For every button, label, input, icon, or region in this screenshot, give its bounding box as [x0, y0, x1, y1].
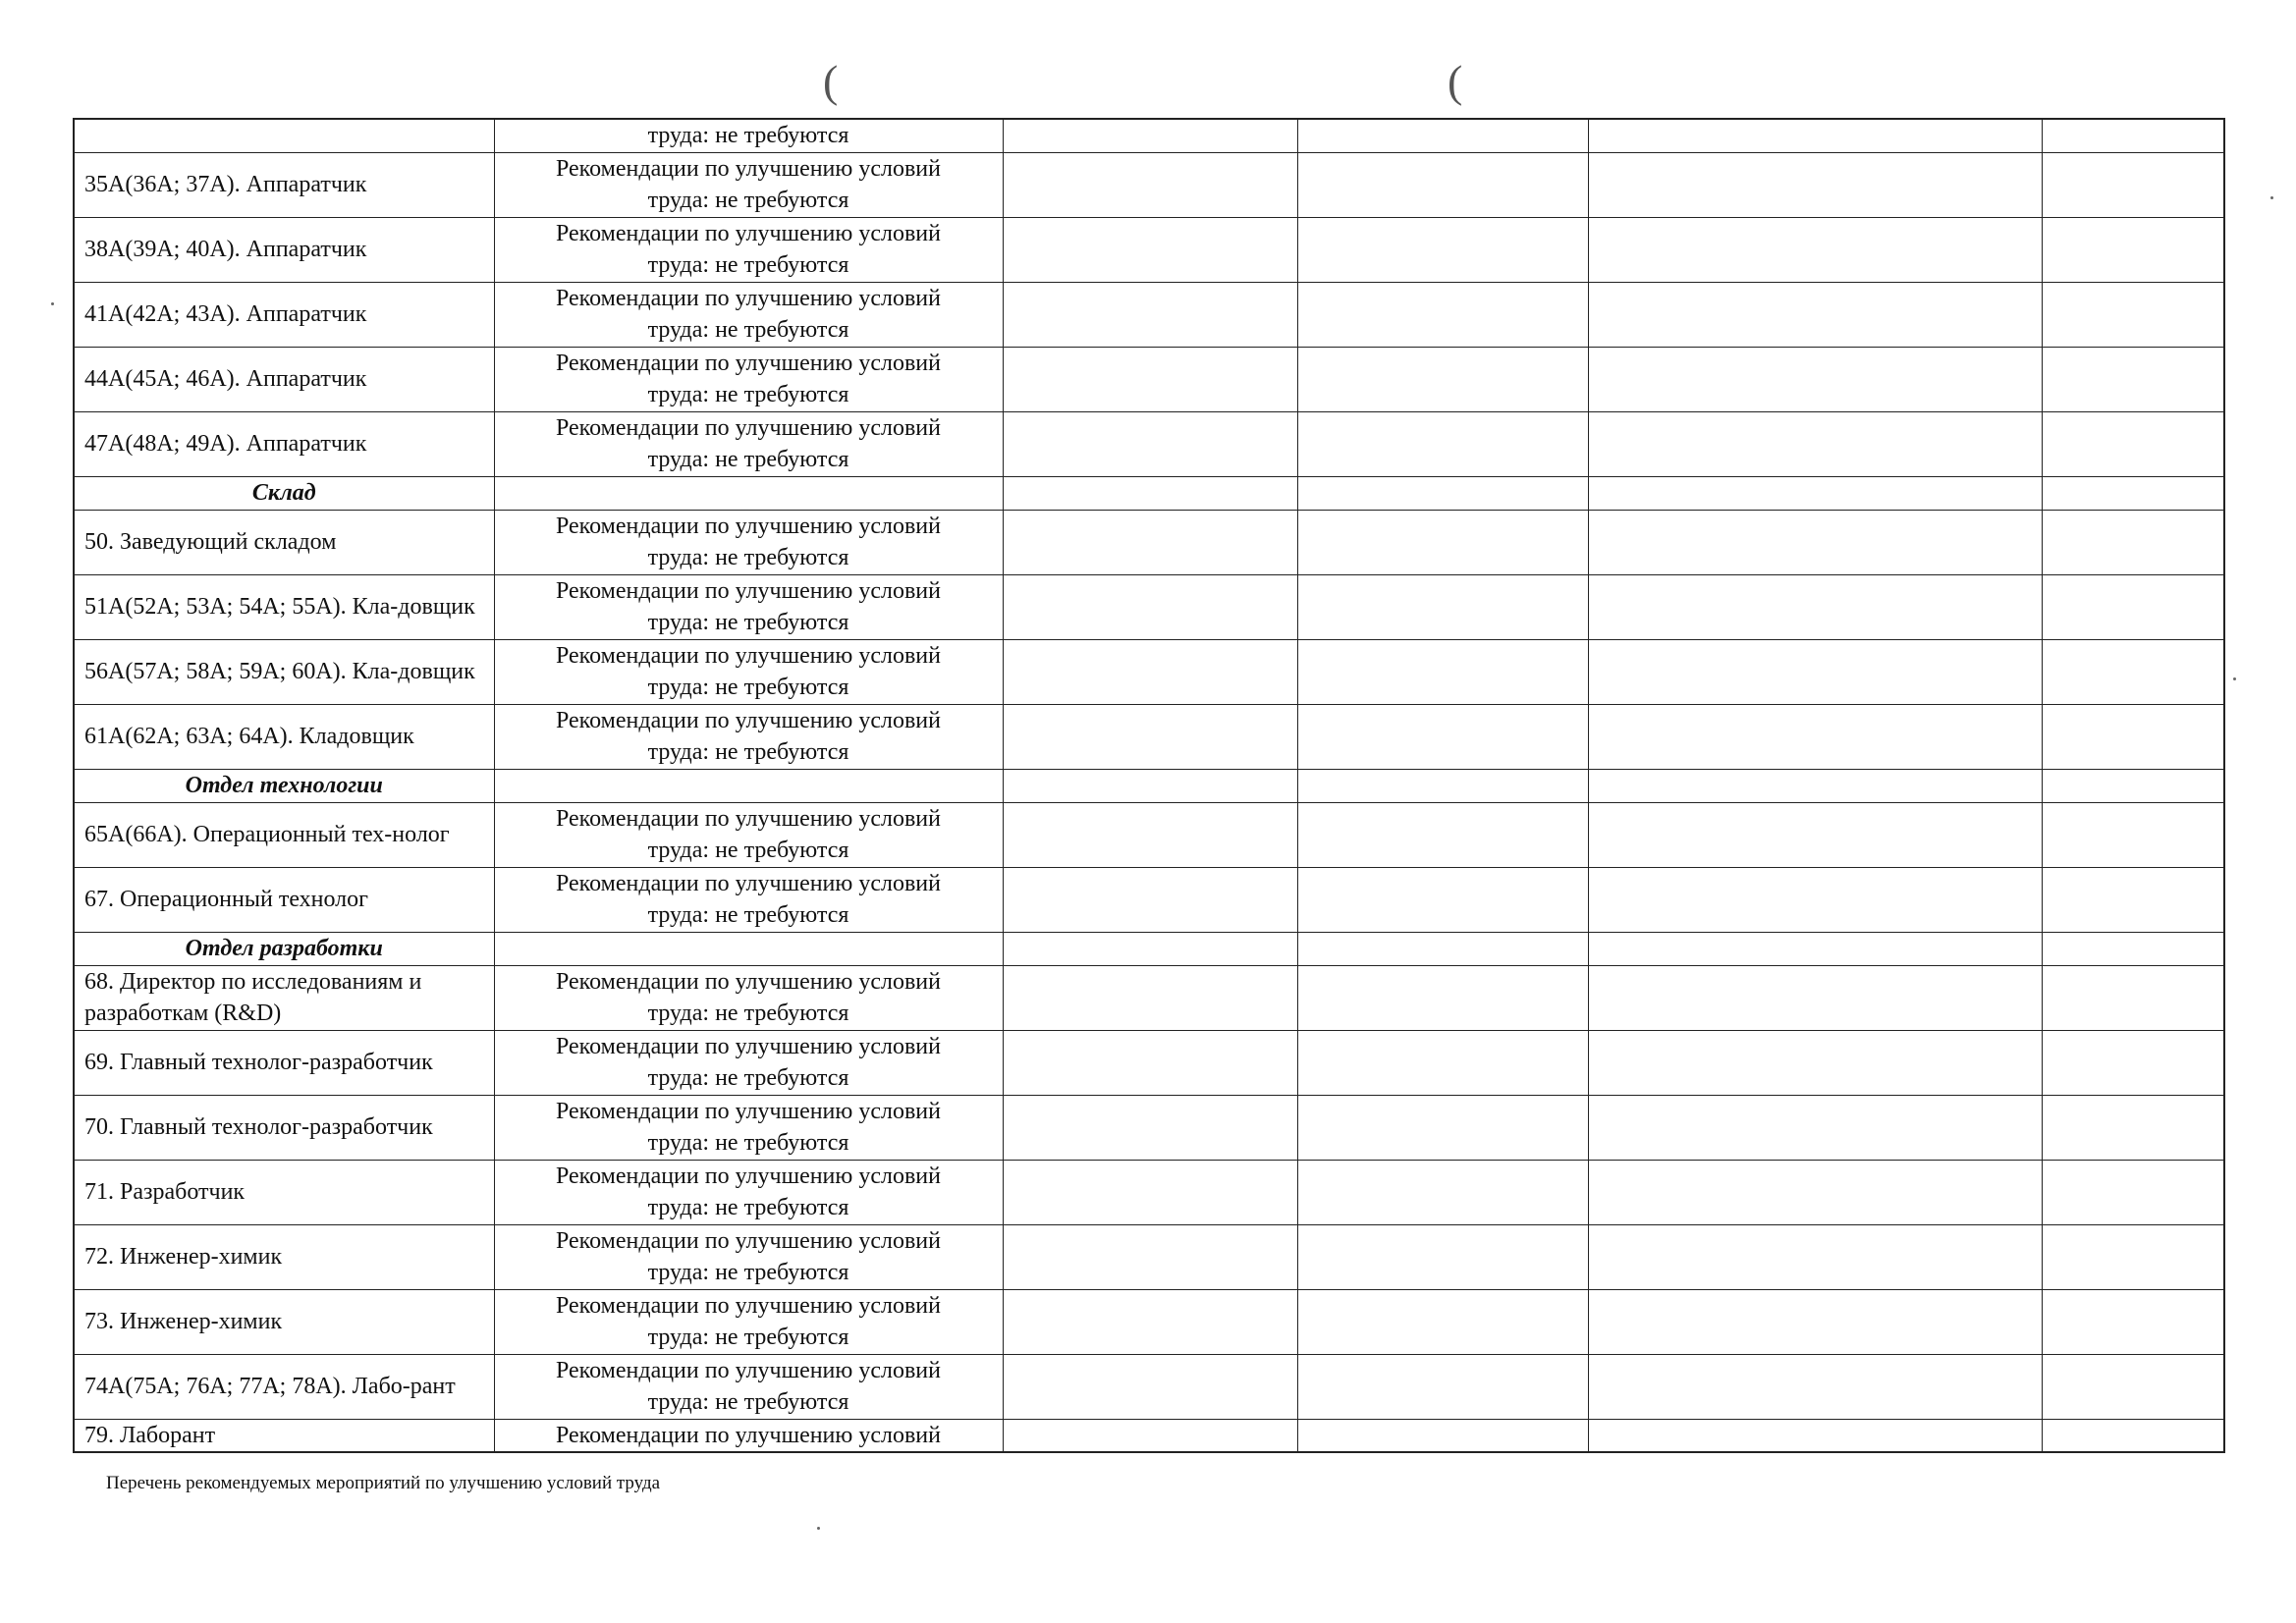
- job-cell: 61А(62А; 63А; 64А). Кладовщик: [74, 704, 494, 769]
- empty-cell: [1003, 1160, 1297, 1224]
- empty-cell: [1588, 802, 2042, 867]
- table-row: [74, 639, 2224, 704]
- rec-line-2: труда: не требуются: [647, 382, 849, 407]
- empty-cell: [1588, 152, 2042, 217]
- recommendation-cell: [494, 1224, 1003, 1289]
- rec-line-2: труда: не требуются: [647, 675, 849, 700]
- recommendation-cell: [494, 1289, 1003, 1354]
- table-row: [74, 965, 2224, 1030]
- rec-line-1: Рекомендации по улучшению условий: [556, 351, 941, 376]
- rec-line-2: труда: не требуются: [647, 1001, 849, 1026]
- rec-line-1: Рекомендации по улучшению условий: [556, 1034, 941, 1059]
- empty-cell: [1003, 965, 1297, 1030]
- rec-line-2: труда: не требуются: [647, 447, 849, 472]
- empty-cell: [2042, 965, 2224, 1030]
- table-body: [74, 119, 2224, 1452]
- empty-cell: [1297, 347, 1588, 411]
- empty-cell: [1003, 347, 1297, 411]
- empty-cell: [1588, 1354, 2042, 1419]
- recommendation-cell: [494, 965, 1003, 1030]
- rec-line-1: Рекомендации по улучшению условий: [556, 643, 941, 669]
- rec-line-1: Рекомендации по улучшению условий: [556, 221, 941, 246]
- empty-cell: [1003, 282, 1297, 347]
- job-cell: 72. Инженер-химик: [74, 1224, 494, 1289]
- empty-cell: [1297, 1289, 1588, 1354]
- recommendation-cell: [494, 1354, 1003, 1419]
- empty-cell: [1003, 119, 1297, 152]
- empty-cell: [1297, 1030, 1588, 1095]
- table-row: [74, 411, 2224, 476]
- scan-speck: [2270, 196, 2273, 199]
- empty-cell: [1588, 1160, 2042, 1224]
- empty-cell: [1297, 152, 1588, 217]
- table-row: [74, 1160, 2224, 1224]
- job-cell: 70. Главный технолог-разработчик: [74, 1095, 494, 1160]
- empty-cell: [1003, 1354, 1297, 1419]
- empty-cell: [2042, 119, 2224, 152]
- empty-cell: [1003, 1095, 1297, 1160]
- scan-speck: [2233, 677, 2236, 680]
- rec-line-1: Рекомендации по улучшению условий: [556, 1099, 941, 1124]
- recommendations-table: [73, 118, 2225, 1453]
- empty-cell: [2042, 932, 2224, 965]
- rec-line-2: труда: не требуются: [647, 610, 849, 635]
- section-title: Отдел разработки: [74, 932, 494, 965]
- empty-cell: [1297, 769, 1588, 802]
- rec-line-2: труда: не требуются: [647, 1195, 849, 1220]
- rec-line-1: Рекомендации по улучшению условий: [556, 286, 941, 311]
- empty-cell: [2042, 639, 2224, 704]
- empty-cell: [1003, 217, 1297, 282]
- rec-line-1: Рекомендации по улучшению условий: [556, 1358, 941, 1383]
- rec-line-1: Рекомендации по улучшению условий: [556, 871, 941, 896]
- table-row: [74, 217, 2224, 282]
- empty-cell: [1003, 476, 1297, 510]
- empty-cell: [494, 476, 1003, 510]
- empty-cell: [1588, 1030, 2042, 1095]
- scan-speck: [51, 302, 54, 305]
- empty-cell: [2042, 476, 2224, 510]
- empty-cell: [2042, 802, 2224, 867]
- empty-cell: [1003, 769, 1297, 802]
- empty-cell: [1297, 282, 1588, 347]
- rec-line-2: труда: не требуются: [647, 252, 849, 278]
- table-row: [74, 347, 2224, 411]
- empty-cell: [2042, 152, 2224, 217]
- section-title: Отдел технологии: [74, 769, 494, 802]
- recommendation-cell: [494, 639, 1003, 704]
- rec-line-2: труда: не требуются: [647, 739, 849, 765]
- job-cell: 79. Лаборант: [74, 1419, 494, 1452]
- table-row: [74, 282, 2224, 347]
- job-cell: 35А(36А; 37А). Аппаратчик: [74, 152, 494, 217]
- empty-cell: [2042, 1419, 2224, 1452]
- empty-cell: [2042, 1030, 2224, 1095]
- empty-cell: [1297, 1419, 1588, 1452]
- table-row: [74, 1224, 2224, 1289]
- empty-cell: [494, 932, 1003, 965]
- table-row: [74, 119, 2224, 152]
- empty-cell: [2042, 704, 2224, 769]
- rec-line-1: Рекомендации по улучшению условий: [556, 969, 941, 995]
- job-cell: 71. Разработчик: [74, 1160, 494, 1224]
- empty-cell: [1588, 282, 2042, 347]
- rec-line-2: труда: не требуются: [647, 1325, 849, 1350]
- recommendation-cell: [494, 217, 1003, 282]
- recommendation-cell: [494, 1095, 1003, 1160]
- rec-line-2: труда: не требуются: [647, 838, 849, 863]
- job-cell: 47А(48А; 49А). Аппаратчик: [74, 411, 494, 476]
- recommendation-cell: [494, 1030, 1003, 1095]
- empty-cell: [1297, 476, 1588, 510]
- rec-line-1: Рекомендации по улучшению условий: [556, 708, 941, 733]
- empty-cell: [1588, 1095, 2042, 1160]
- rec-line-1: Рекомендации по улучшению условий: [556, 156, 941, 182]
- footnote-text: Перечень рекомендуемых мероприятий по улучшению условий труда: [106, 1473, 661, 1493]
- recommendation-cell: [494, 282, 1003, 347]
- job-cell: 38А(39А; 40А). Аппаратчик: [74, 217, 494, 282]
- empty-cell: [2042, 574, 2224, 639]
- table-row: [74, 1095, 2224, 1160]
- rec-line-1: Рекомендации по улучшению условий: [556, 1163, 941, 1189]
- job-cell: 44А(45А; 46А). Аппаратчик: [74, 347, 494, 411]
- empty-cell: [1297, 867, 1588, 932]
- empty-cell: [1588, 932, 2042, 965]
- table-row: [74, 704, 2224, 769]
- empty-cell: [1003, 510, 1297, 574]
- empty-cell: [1588, 574, 2042, 639]
- empty-cell: [1003, 574, 1297, 639]
- empty-cell: [1003, 1289, 1297, 1354]
- rec-line-1: Рекомендации по улучшению условий: [556, 578, 941, 604]
- recommendation-cell: [494, 411, 1003, 476]
- table-row: [74, 574, 2224, 639]
- recommendation-cell: [494, 510, 1003, 574]
- section-row: [74, 476, 2224, 510]
- section-row: [74, 932, 2224, 965]
- recommendation-cell: [494, 347, 1003, 411]
- empty-cell: [1588, 217, 2042, 282]
- table-row: [74, 152, 2224, 217]
- empty-cell: [1003, 152, 1297, 217]
- job-cell: 68. Директор по исследованиям и разработкам (R&D): [74, 965, 494, 1030]
- job-cell: 41А(42А; 43А). Аппаратчик: [74, 282, 494, 347]
- empty-cell: [2042, 282, 2224, 347]
- empty-cell: [1003, 802, 1297, 867]
- rec-line-2: труда: не требуются: [647, 1065, 849, 1091]
- empty-cell: [1588, 411, 2042, 476]
- rec-line-2: труда: не требуются: [647, 902, 849, 928]
- empty-cell: [1003, 411, 1297, 476]
- section-title: Склад: [74, 476, 494, 510]
- header-mark-right: (: [1448, 56, 1463, 106]
- table-row: [74, 802, 2224, 867]
- job-cell: 56А(57А; 58А; 59А; 60А). Кла-довщик: [74, 639, 494, 704]
- empty-cell: [1588, 119, 2042, 152]
- table-row: [74, 867, 2224, 932]
- empty-cell: [494, 769, 1003, 802]
- empty-cell: [1297, 1224, 1588, 1289]
- job-cell: 69. Главный технолог-разработчик: [74, 1030, 494, 1095]
- empty-cell: [1003, 1030, 1297, 1095]
- empty-cell: [1588, 1289, 2042, 1354]
- rec-line-2: труда: не требуются: [647, 1389, 849, 1415]
- empty-cell: [1003, 867, 1297, 932]
- empty-cell: [1297, 119, 1588, 152]
- scan-speck: [817, 1527, 820, 1530]
- empty-cell: [2042, 510, 2224, 574]
- empty-cell: [2042, 1289, 2224, 1354]
- empty-cell: [2042, 347, 2224, 411]
- empty-cell: [1297, 1160, 1588, 1224]
- empty-cell: [1297, 574, 1588, 639]
- table-row: [74, 510, 2224, 574]
- recommendation-cell: [494, 574, 1003, 639]
- empty-cell: [2042, 1095, 2224, 1160]
- empty-cell: [1588, 510, 2042, 574]
- recommendation-cell: [494, 867, 1003, 932]
- recommendation-cell: [494, 1160, 1003, 1224]
- job-cell: 51А(52А; 53А; 54А; 55А). Кла-довщик: [74, 574, 494, 639]
- recommendation-cell: [494, 704, 1003, 769]
- rec-line-1: Рекомендации по улучшению условий: [556, 415, 941, 441]
- empty-cell: [2042, 1160, 2224, 1224]
- empty-cell: [1588, 476, 2042, 510]
- rec-line-2: труда: не требуются: [647, 188, 849, 213]
- rec-line-2: труда: не требуются: [647, 1260, 849, 1285]
- recommendation-cell: [494, 802, 1003, 867]
- table-row: [74, 1030, 2224, 1095]
- rec-line-2: труда: не требуются: [647, 545, 849, 570]
- rec-line-2: труда: не требуются: [647, 317, 849, 343]
- empty-cell: [1003, 932, 1297, 965]
- empty-cell: [1588, 347, 2042, 411]
- rec-line-2: труда: не требуются: [647, 1130, 849, 1156]
- empty-cell: [1588, 769, 2042, 802]
- empty-cell: [2042, 1354, 2224, 1419]
- empty-cell: [1297, 1095, 1588, 1160]
- rec-line-1: Рекомендации по улучшению условий: [556, 514, 941, 539]
- empty-cell: [1588, 1224, 2042, 1289]
- header-mark-left: (: [823, 56, 839, 106]
- empty-cell: [1003, 704, 1297, 769]
- job-cell: 74А(75А; 76А; 77А; 78А). Лабо-рант: [74, 1354, 494, 1419]
- empty-cell: [1003, 1224, 1297, 1289]
- job-cell: 50. Заведующий складом: [74, 510, 494, 574]
- recommendation-cell: [494, 152, 1003, 217]
- recommendation-cell: труда: не требуются: [494, 119, 1003, 152]
- job-cell: [74, 119, 494, 152]
- empty-cell: [2042, 217, 2224, 282]
- job-cell: 67. Операционный технолог: [74, 867, 494, 932]
- empty-cell: [1297, 1354, 1588, 1419]
- empty-cell: [1297, 965, 1588, 1030]
- empty-cell: [1588, 867, 2042, 932]
- empty-cell: [1297, 411, 1588, 476]
- empty-cell: [1297, 704, 1588, 769]
- empty-cell: [1297, 802, 1588, 867]
- table-row: [74, 1289, 2224, 1354]
- empty-cell: [2042, 411, 2224, 476]
- empty-cell: [2042, 867, 2224, 932]
- rec-line-1: Рекомендации по улучшению условий: [556, 1228, 941, 1254]
- empty-cell: [1297, 217, 1588, 282]
- job-cell: 73. Инженер-химик: [74, 1289, 494, 1354]
- job-cell: 65А(66А). Операционный тех-нолог: [74, 802, 494, 867]
- empty-cell: [1297, 932, 1588, 965]
- empty-cell: [2042, 1224, 2224, 1289]
- empty-cell: [1297, 639, 1588, 704]
- table-row: [74, 1419, 2224, 1452]
- empty-cell: [1003, 639, 1297, 704]
- empty-cell: [1297, 510, 1588, 574]
- empty-cell: [1588, 639, 2042, 704]
- empty-cell: [1588, 965, 2042, 1030]
- empty-cell: [1588, 704, 2042, 769]
- section-row: [74, 769, 2224, 802]
- table-row: [74, 1354, 2224, 1419]
- empty-cell: [1588, 1419, 2042, 1452]
- empty-cell: [1003, 1419, 1297, 1452]
- rec-line-1: Рекомендации по улучшению условий: [556, 806, 941, 832]
- empty-cell: [2042, 769, 2224, 802]
- rec-line-1: Рекомендации по улучшению условий: [556, 1293, 941, 1319]
- recommendation-cell: Рекомендации по улучшению условий: [494, 1419, 1003, 1452]
